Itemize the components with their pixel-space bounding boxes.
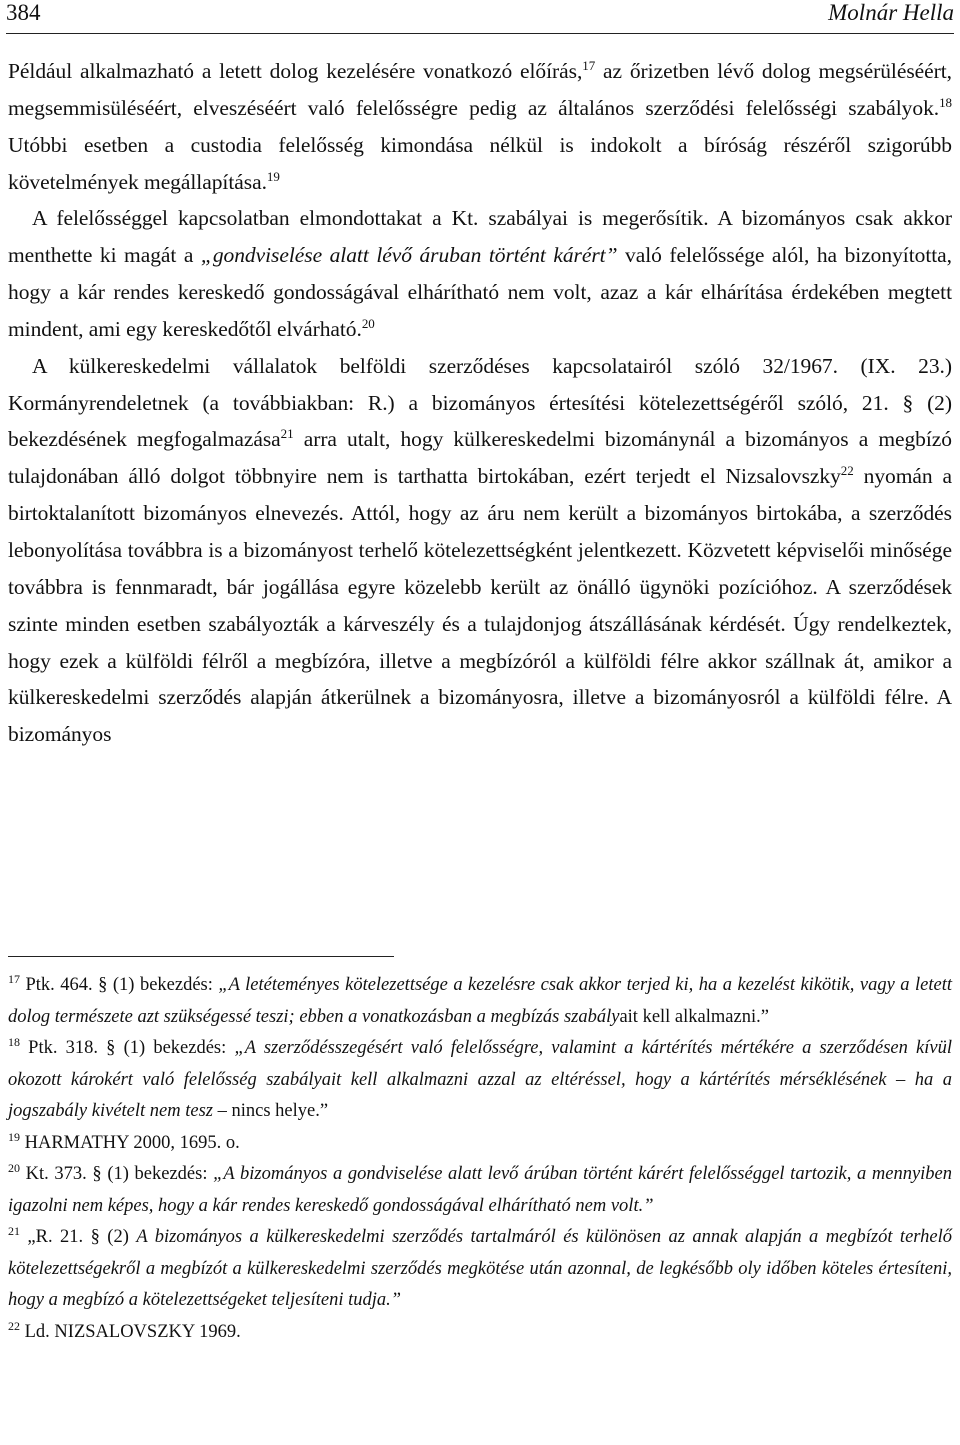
footnote: $^{19}$ HARMATHY 2000, 1695. o. xyxy=(8,1129,240,1153)
paragraph-1: Például alkalmazható a letett dolog kezelésére vonatkozó előírás,$^{17}$ az őrizetben lévő dolog megsérüléséért, megsemmisüléséért, elveszéséért való felelősségre pedig az általános szerződési felelősségi szabályok.$^{18}$ Utóbbi esetben a custodia felelősség kimondása nélkül is indokolt a bíróság részéről szigorúbb követelmények megállapítása.$^{19}$ xyxy=(8,57,953,194)
footnote-ref: 20 xyxy=(361,315,375,331)
footnote-ref: 21 xyxy=(280,426,294,442)
page-number: 384 xyxy=(6,0,41,25)
footnote-ref: 17 xyxy=(582,57,596,73)
paragraph-3: A külkereskedelmi vállalatok belföldi szerződéses kapcsolatairól szóló 32/1967. (IX. 23.) Kormányrendeletnek (a továbbiakban: R.) a bizományos értesítési kötelezettségéről szóló, 21. § (2) bekezdésének megfogalmazása$^{21}$ arra utalt, hogy külkereskedelmi bizománynál a bizományos a megbízó tulajdonában álló dolgot többnyire nem is tarthatta birtokában, ezért terjedt el Nizsalovszky$^{22}$ nyomán a birtoktalanított bizományos elnevezés. Attól, hogy az áru nem került a bizományos birtokába, a szerződés lebonyolítása továbbra is a bizományost terhelő kötelezettségként jelentkezett. Közvetett képviselői minősége továbbra is fennmaradt, bár jogállása egyre közelebb került az önálló ügynöki pozícióhoz. A szerződések szinte minden esetben szabályozták a kárveszély és a tulajdonjog átszállásának kérdését. Úgy rendelkeztek, hogy ezek a külföldi félről a megbízóra, illetve a megbízóról a külföldi félre akkor szállnak át, amikor a külkereskedelmi szerződés alapján átkerülnek a bizományosra, illetve a bizományosról a külföldi félre. A bizományos xyxy=(8,353,953,747)
footnote: $^{18}$ Ptk. 318. § (1) bekezdés: „A szerződésszegésért való felelősségre, valamint a kártérítés mértékére a szerződésen kívül okozott károkért való felelősség szabályait kell alkalmazni azzal az eltéréssel, hogy a kártérítés mérséklésének – ha a jogszabály kivételt nem tesz – nincs helye.” xyxy=(8,1034,952,1121)
footnotes xyxy=(8,970,952,1348)
footnote: $^{22}$ Ld. NIZSALOVSZKY 1969. xyxy=(8,1318,241,1342)
footnote: $^{17}$ Ptk. 464. § (1) bekezdés: „A letéteményes kötelezettsége a kezelésre csak akkor terjed ki, ha a kezelést kikötik, vagy a letett dolog természete azt szükségessé teszi; ebben a vonatkozásban a megbízás szabályait kell alkalmazni.” xyxy=(8,971,953,1027)
footnote-ref: 19 xyxy=(266,168,280,184)
body-text xyxy=(8,53,952,753)
page-header xyxy=(6,0,954,34)
footnote: $^{20}$ Kt. 373. § (1) bekezdés: „A bizományos a gondviselése alatt levő árúban történt kárért felelősséggel tartozik, a mennyiben igazolni nem képes, hogy a kár rendes kereskedő gondosságával elhárítható nem volt.” xyxy=(8,1160,952,1216)
footnote: $^{21}$ „R. 21. § (2) A bizományos a külkereskedelmi szerződés tartalmáról és különösen az annak alapján a megbízót terhelő kötelezettségekről a megbízót a külkereskedelmi szerződés megkötése után azonnal, de legkésőbb oly időben köteles értesíteni, hogy a megbízó a kötelezettségeket teljesíteni tudja.” xyxy=(8,1223,952,1310)
paragraph-2: A felelősséggel kapcsolatban elmondottakat a Kt. szabályai is megerősítik. A bizományos csak akkor menthette ki magát a „gondviselése alatt lévő áruban történt kárért” való felelőssége alól, ha bizonyította, hogy a kár rendes kereskedő gondosságával elhárítható nem volt, azaz a kár elhárítása érdekében megtett mindent, ami egy kereskedőtől elvárható.$^{20}$ xyxy=(8,206,952,341)
footnote-ref: 22 xyxy=(840,463,854,479)
footnote-separator xyxy=(8,956,394,957)
footnote-ref: 18 xyxy=(939,94,952,110)
running-head: Molnár Hella xyxy=(828,0,954,25)
